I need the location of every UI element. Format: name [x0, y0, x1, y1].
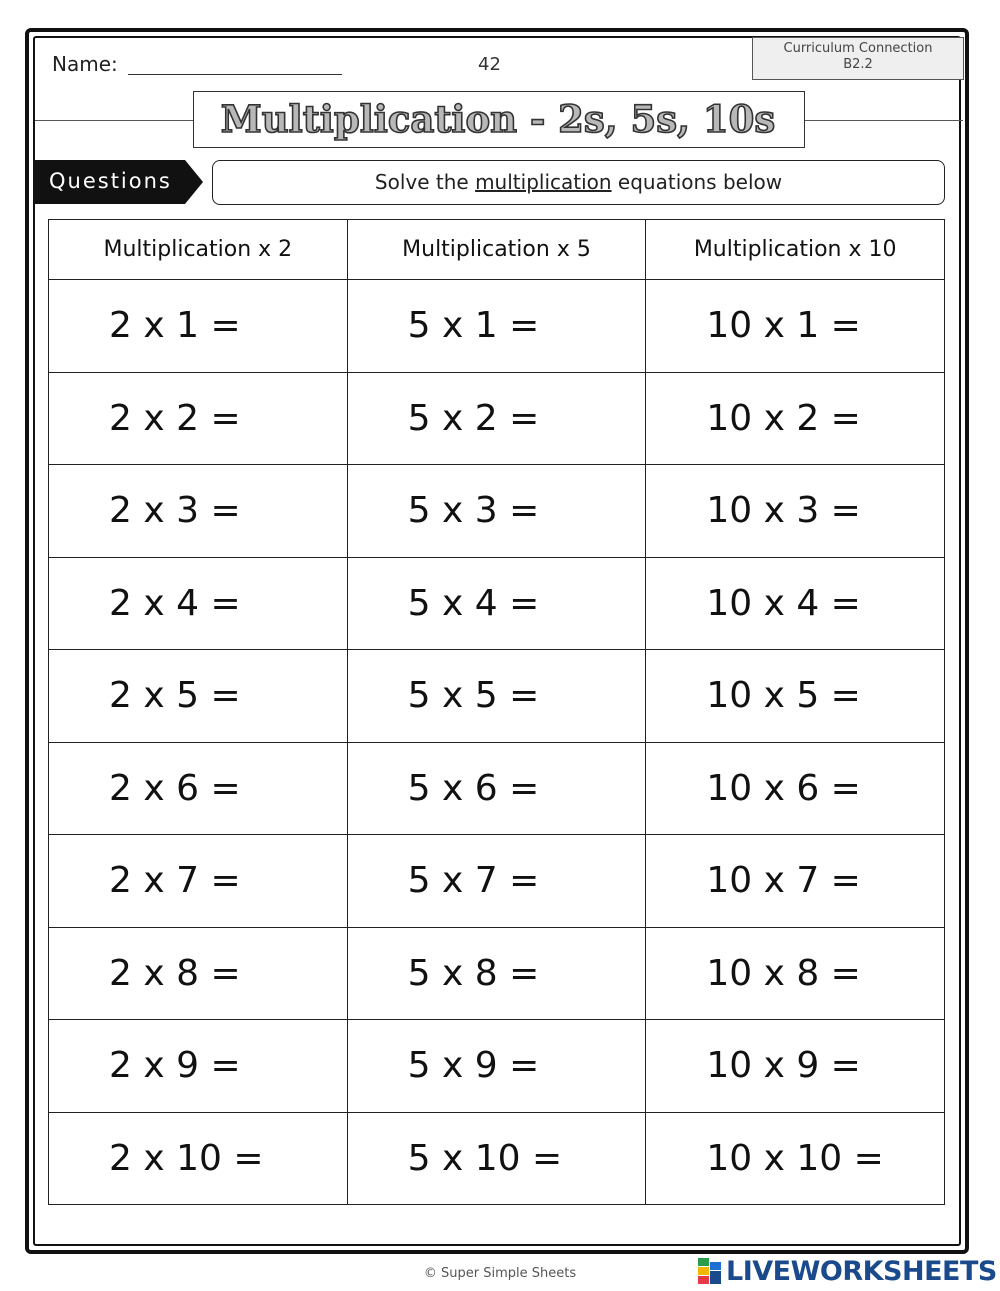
table-row — [49, 1020, 945, 1113]
instruction-keyword: multiplication — [475, 170, 612, 194]
equation-cell[interactable]: 10 x 4 = — [646, 557, 945, 650]
curriculum-connection-box — [752, 37, 964, 80]
table-row — [49, 835, 945, 928]
curriculum-title: Curriculum Connection — [783, 41, 933, 56]
equation-cell[interactable]: 10 x 6 = — [646, 742, 945, 835]
equation-cell[interactable]: 10 x 2 = — [646, 372, 945, 465]
equation-cell[interactable]: 2 x 2 = — [49, 372, 348, 465]
header-x5: Multiplication x 5 — [347, 220, 646, 280]
equation-cell[interactable]: 2 x 7 = — [49, 835, 348, 928]
equation-cell[interactable]: 10 x 1 = — [646, 280, 945, 373]
instruction-text-end: equations below — [611, 170, 783, 194]
copyright-text: © Super Simple Sheets — [423, 1266, 577, 1281]
equation-cell[interactable]: 10 x 10 = — [646, 1112, 945, 1205]
table-row — [49, 927, 945, 1020]
page-title-graphic — [194, 92, 803, 146]
page-title-box — [193, 91, 805, 148]
curriculum-code: B2.2 — [843, 57, 873, 72]
equation-cell[interactable]: 5 x 1 = — [347, 280, 646, 373]
table-row — [49, 557, 945, 650]
equation-cell[interactable]: 5 x 4 = — [347, 557, 646, 650]
equation-cell[interactable]: 10 x 8 = — [646, 927, 945, 1020]
table-row — [49, 1112, 945, 1205]
equation-cell[interactable]: 2 x 1 = — [49, 280, 348, 373]
liveworksheets-wordmark: LIVEWORKSHEETS — [726, 1256, 997, 1287]
equation-cell[interactable]: 5 x 6 = — [347, 742, 646, 835]
equation-cell[interactable]: 2 x 6 = — [49, 742, 348, 835]
equation-cell[interactable]: 5 x 3 = — [347, 465, 646, 558]
equation-cell[interactable]: 2 x 5 = — [49, 650, 348, 743]
table-row — [49, 742, 945, 835]
instruction-text-start: Solve the — [374, 170, 476, 194]
equation-cell[interactable]: 2 x 3 = — [49, 465, 348, 558]
equation-cell[interactable]: 10 x 3 = — [646, 465, 945, 558]
multiplication-table — [48, 219, 945, 1205]
equation-cell[interactable]: 5 x 5 = — [347, 650, 646, 743]
equation-cell[interactable]: 5 x 2 = — [347, 372, 646, 465]
equation-cell[interactable]: 2 x 10 = — [49, 1112, 348, 1205]
header-x2: Multiplication x 2 — [49, 220, 348, 280]
equation-cell[interactable]: 5 x 10 = — [347, 1112, 646, 1205]
table-row — [49, 280, 945, 373]
page-title: Multiplication - 2s, 5s, 10s — [220, 97, 776, 141]
liveworksheets-blocks-icon — [698, 1258, 722, 1284]
questions-tab-label: Questions — [49, 169, 172, 193]
table-header-row — [49, 220, 945, 280]
header-x10: Multiplication x 10 — [646, 220, 945, 280]
table-row — [49, 372, 945, 465]
table-row — [49, 650, 945, 743]
equation-cell[interactable]: 2 x 9 = — [49, 1020, 348, 1113]
equation-cell[interactable]: 5 x 8 = — [347, 927, 646, 1020]
instruction-box — [212, 160, 945, 205]
table-row — [49, 465, 945, 558]
equation-cell[interactable]: 5 x 7 = — [347, 835, 646, 928]
equation-cell[interactable]: 2 x 4 = — [49, 557, 348, 650]
equation-cell[interactable]: 5 x 9 = — [347, 1020, 646, 1113]
equation-cell[interactable]: 10 x 9 = — [646, 1020, 945, 1113]
questions-tab — [35, 160, 203, 204]
equation-cell[interactable]: 10 x 7 = — [646, 835, 945, 928]
score-value: 42 — [478, 54, 501, 75]
name-label: Name: — [52, 52, 118, 76]
equation-cell[interactable]: 10 x 5 = — [646, 650, 945, 743]
equation-cell[interactable]: 2 x 8 = — [49, 927, 348, 1020]
title-rule-right — [805, 120, 963, 121]
title-rule-left — [35, 120, 193, 121]
name-input-line[interactable] — [128, 74, 342, 75]
